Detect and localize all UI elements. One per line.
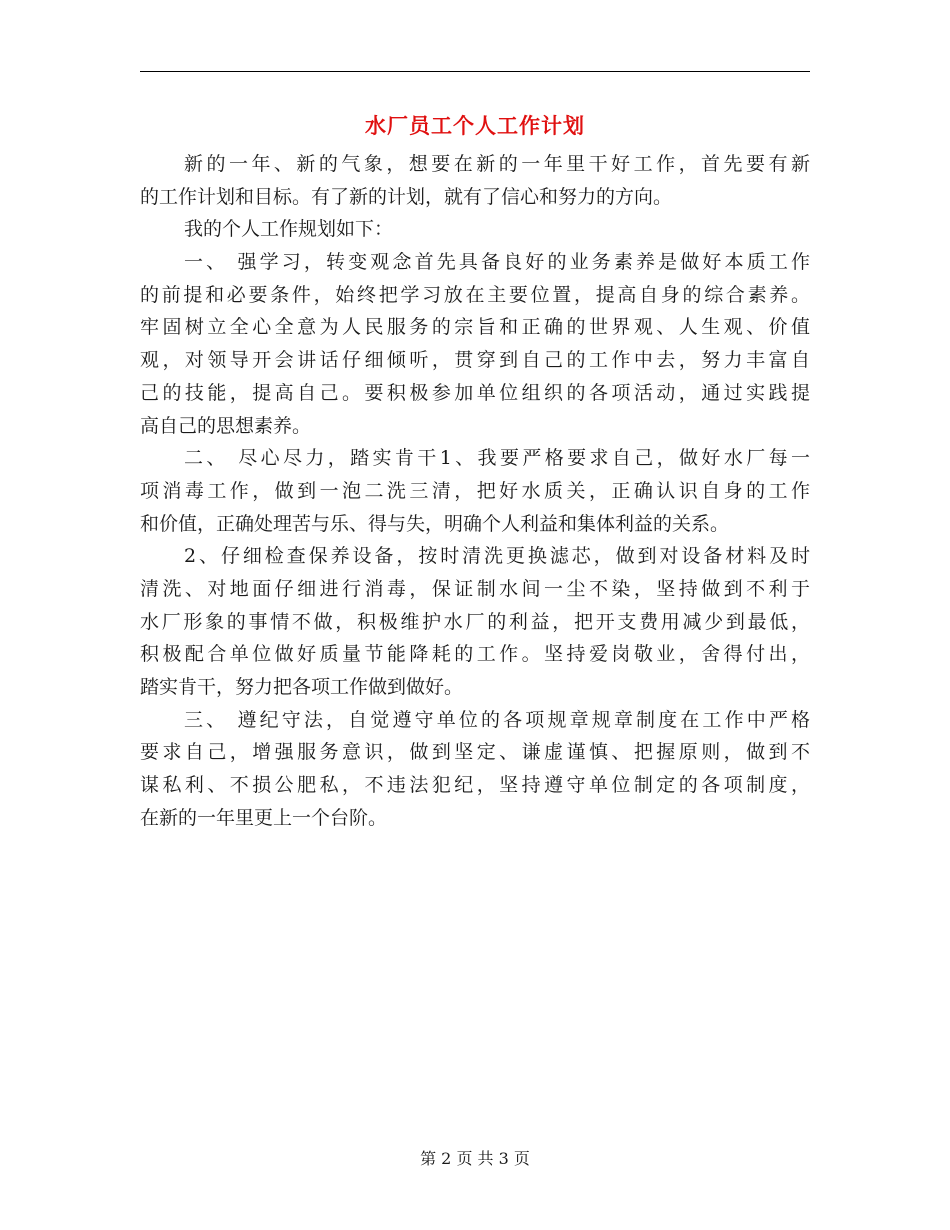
text-line: 己的技能，提高自己。要积极参加单位组织的各项活动，通过实践提 — [140, 381, 810, 404]
text-line: 牢固树立全心全意为人民服务的宗旨和正确的世界观、人生观、价值 — [140, 316, 810, 339]
text-line: 观，对领导开会讲话仔细倾听，贯穿到自己的工作中去，努力丰富自 — [140, 349, 810, 372]
text-line: 新的一年、新的气象，想要在新的一年里干好工作，首先要有新 — [184, 153, 810, 175]
text-line: 清洗、对地面仔细进行消毒，保证制水间一尘不染，坚持做到不利于 — [140, 577, 810, 600]
text-line: 踏实肯干，努力把各项工作做到做好。 — [140, 676, 464, 698]
text-line: 三、 遵纪守法，自觉遵守单位的各项规章规章制度在工作中严格 — [184, 708, 810, 731]
text-line: 一、 强学习，转变观念首先具备良好的业务素养是做好本质工作 — [184, 251, 810, 274]
text-line: 的工作计划和目标。有了新的计划，就有了信心和努力的方向。 — [140, 185, 673, 208]
page-footer: 第 2 页 共 3 页 — [420, 1149, 530, 1168]
text-line: 积极配合单位做好质量节能降耗的工作。坚持爱岗敬业，舍得付出， — [140, 643, 810, 666]
text-line: 高自己的思想素养。 — [140, 414, 312, 437]
text-line: 在新的一年里更上一个台阶。 — [140, 806, 388, 829]
text-line: 谋私利、不损公肥私，不违法犯纪，坚持遵守单位制定的各项制度， — [140, 774, 810, 797]
text-line: 水厂形象的事情不做，积极维护水厂的利益，把开支费用减少到最低， — [140, 610, 810, 633]
text-line: 和价值，正确处理苦与乐、得与失，明确个人利益和集体利益的关系。 — [140, 512, 730, 535]
text-line: 要求自己，增强服务意识，做到坚定、谦虚谨慎、把握原则，做到不 — [140, 741, 810, 764]
text-line: 的前提和必要条件，始终把学习放在主要位置，提高自身的综合素养。 — [140, 283, 810, 306]
text-line: 二、 尽心尽力，踏实肯干1、我要严格要求自己，做好水厂每一 — [184, 447, 810, 470]
text-line: 项消毒工作，做到一泡二洗三清，把好水质关，正确认识自身的工作 — [140, 479, 810, 502]
document-body — [140, 148, 810, 834]
header-rule — [140, 71, 810, 72]
text-line: 2、仔细检查保养设备，按时清洗更换滤芯，做到对设备材料及时 — [184, 545, 810, 568]
text-line: 我的个人工作规划如下： — [184, 218, 394, 241]
document-title: 水厂员工个人工作计划 — [365, 113, 585, 138]
